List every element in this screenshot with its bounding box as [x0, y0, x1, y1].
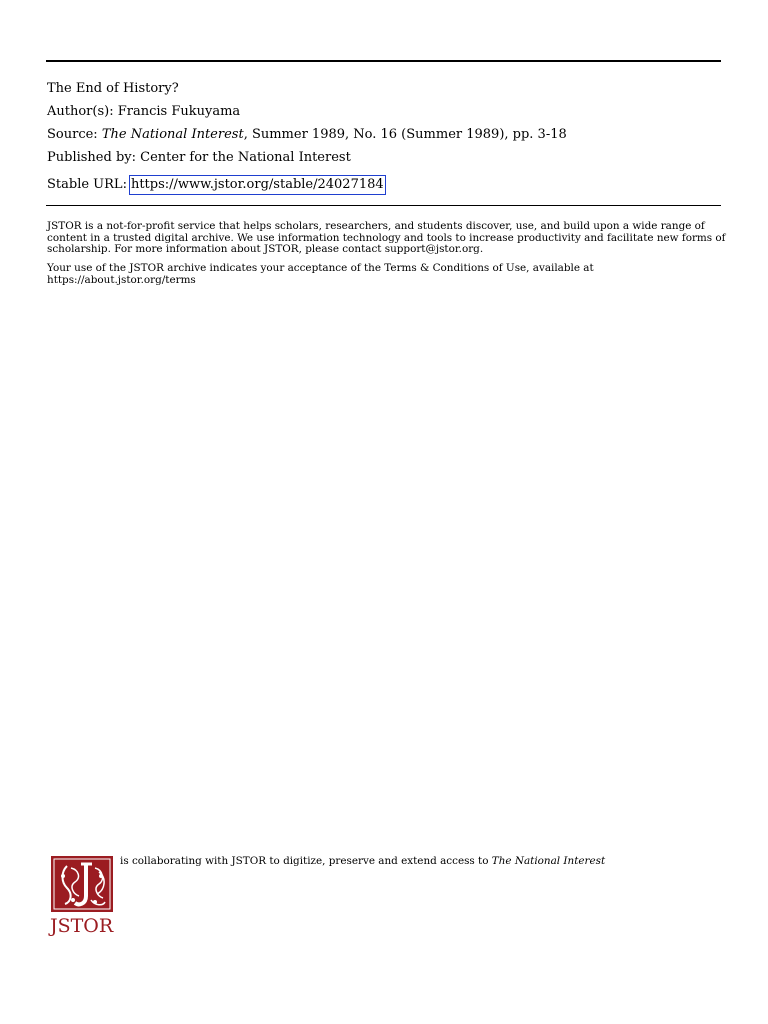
publisher-label: Published by: [47, 150, 136, 165]
source-details: , Summer 1989, No. 16 (Summer 1989), pp. 3-18 [243, 127, 567, 142]
publisher-line [47, 150, 351, 166]
jstor-notice [47, 221, 727, 256]
jstor-wordmark: JSTOR [50, 915, 114, 937]
stable-url-link[interactable]: https://www.jstor.org/stable/24027184 [129, 175, 386, 195]
author-name: Francis Fukuyama [117, 104, 241, 119]
article-title [47, 81, 179, 97]
notice-paragraph: JSTOR is a not-for-profit service that helps scholars, researchers, and students discover, use, and build upon a wide range of content in a trusted digital archive. We use information technology and tools to increase productivity and facilitate new forms of scholarship. For more information about JSTOR, please contact support@jstor.org. [47, 220, 726, 256]
collaboration-statement [120, 855, 605, 867]
title-text: The End of History? [47, 81, 179, 96]
stable-url-label: Stable URL: [47, 177, 127, 192]
divider-rule [46, 205, 721, 206]
jstor-logo[interactable] [50, 855, 114, 939]
jstor-seal-icon [51, 856, 113, 912]
stable-url-line [47, 175, 386, 195]
source-line [47, 127, 567, 143]
source-label: Source: [47, 127, 98, 142]
author-line [47, 104, 240, 120]
terms-notice [47, 263, 667, 286]
publisher-name: Center for the National Interest [140, 150, 351, 165]
source-journal: The National Interest [101, 127, 244, 142]
author-label: Author(s): [47, 104, 114, 119]
collab-text: is collaborating with JSTOR to digitize, preserve and extend access to [120, 855, 492, 867]
top-rule [46, 60, 721, 62]
collab-journal: The National Interest [491, 855, 606, 867]
terms-paragraph: Your use of the JSTOR archive indicates your acceptance of the Terms & Conditions of Use, available at https://about.jstor.org/terms [47, 262, 594, 286]
